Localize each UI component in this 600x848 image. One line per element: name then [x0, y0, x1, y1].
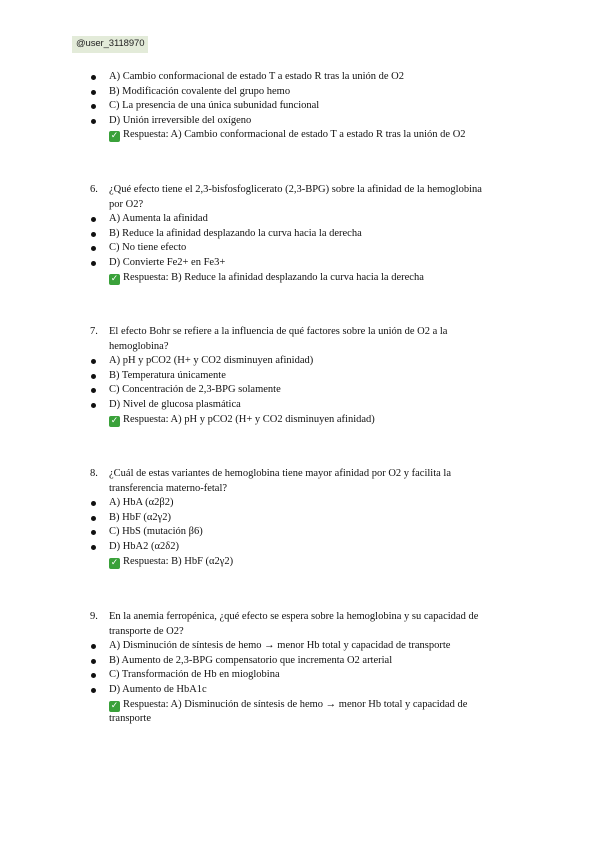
bullet-icon	[91, 261, 96, 266]
check-mark-icon: ✓	[110, 557, 119, 568]
option-b: B) Temperatura únicamente	[88, 369, 498, 384]
option-b: B) Modificación covalente del grupo hemo	[88, 85, 498, 100]
bullet-icon	[91, 644, 96, 649]
option-c: C) Transformación de Hb en mioglobina	[88, 668, 498, 683]
question-text: 6. ¿Qué efecto tiene el 2,3-bisfosfoglicerato (2,3-BPG) sobre la afinidad de la hemoglobina por O2?	[90, 184, 482, 210]
option-a: A) Cambio conformacional de estado T a estado R tras la unión de O2	[88, 70, 498, 85]
option-b: B) HbF (α2γ2)	[88, 511, 498, 526]
bullet-icon	[91, 232, 96, 237]
bullet-icon	[91, 530, 96, 535]
option-b: B) Aumento de 2,3-BPG compensatorio que incrementa O2 arterial	[88, 654, 498, 669]
question-number: 6.	[90, 184, 98, 195]
answer-line: ✓ Respuesta: A) Disminución de síntesis de hemo → menor Hb total y capacidad de transporte	[109, 698, 468, 725]
option-a: A) HbA (α2β2)	[88, 496, 498, 511]
bullet-icon	[91, 403, 96, 408]
bullet-icon	[91, 545, 96, 550]
option-c: C) HbS (mutación β6)	[88, 525, 498, 540]
question-number: 8.	[90, 468, 98, 479]
answer-line: ✓ Respuesta: B) HbF (α2γ2)	[110, 555, 234, 568]
option-a: A) Aumenta la afinidad	[88, 212, 498, 227]
check-mark-icon: ✓	[110, 415, 119, 426]
question-text: 8. ¿Cuál de estas variantes de hemoglobina tiene mayor afinidad por O2 y facilita la transferencia materno-fetal?	[90, 468, 452, 494]
bullet-icon	[91, 516, 96, 521]
check-mark-icon: ✓	[110, 700, 119, 711]
bullet-icon	[91, 75, 96, 80]
option-d: D) Unión irreversible del oxígeno	[88, 114, 498, 129]
option-a: A) pH y pCO2 (H+ y CO2 disminuyen afinidad)	[88, 354, 498, 369]
bullet-icon	[91, 501, 96, 506]
user-tag: @user_3118970	[72, 36, 148, 53]
bullet-icon	[91, 359, 96, 364]
bullet-icon	[91, 217, 96, 222]
question-block-7	[88, 325, 498, 427]
option-c: C) No tiene efecto	[88, 241, 498, 256]
option-d: D) HbA2 (α2δ2)	[88, 540, 498, 555]
question-text: 7. El efecto Bohr se refiere a la influencia de qué factores sobre la unión de O2 a la hemoglobina?	[90, 326, 448, 352]
question-block-6	[88, 183, 498, 285]
option-b: B) Reduce la afinidad desplazando la curva hacia la derecha	[88, 227, 498, 242]
bullet-icon	[91, 659, 96, 664]
bullet-icon	[91, 119, 96, 124]
question-block-5	[88, 70, 498, 143]
question-block-8	[88, 467, 498, 569]
bullet-icon	[91, 374, 96, 379]
check-mark-icon: ✓	[110, 273, 119, 284]
answer-line: ✓ Respuesta: B) Reduce la afinidad desplazando la curva hacia la derecha	[110, 271, 424, 284]
question-block-9	[88, 610, 498, 727]
question-number: 7.	[90, 326, 98, 337]
bullet-icon	[91, 688, 96, 693]
option-c: C) Concentración de 2,3-BPG solamente	[88, 383, 498, 398]
bullet-icon	[91, 673, 96, 678]
bullet-icon	[91, 388, 96, 393]
option-d: D) Nivel de glucosa plasmática	[88, 398, 498, 413]
check-mark-icon: ✓	[110, 131, 119, 142]
answer-line: ✓ Respuesta: A) Cambio conformacional de estado T a estado R tras la unión de O2	[110, 129, 466, 142]
answer-line: ✓ Respuesta: A) pH y pCO2 (H+ y CO2 disminuyen afinidad)	[110, 413, 375, 426]
option-d: D) Aumento de HbA1c	[88, 683, 498, 698]
bullet-icon	[91, 90, 96, 95]
bullet-icon	[91, 104, 96, 109]
question-number: 9.	[90, 611, 98, 622]
bullet-icon	[91, 246, 96, 251]
option-d: D) Convierte Fe2+ en Fe3+	[88, 256, 498, 271]
question-text: 9. En la anemia ferropénica, ¿qué efecto se espera sobre la hemoglobina y su capacidad de transporte de O2?	[90, 611, 479, 637]
option-a: A) Disminución de síntesis de hemo → menor Hb total y capacidad de transporte	[88, 639, 498, 654]
option-c: C) La presencia de una única subunidad funcional	[88, 99, 498, 114]
